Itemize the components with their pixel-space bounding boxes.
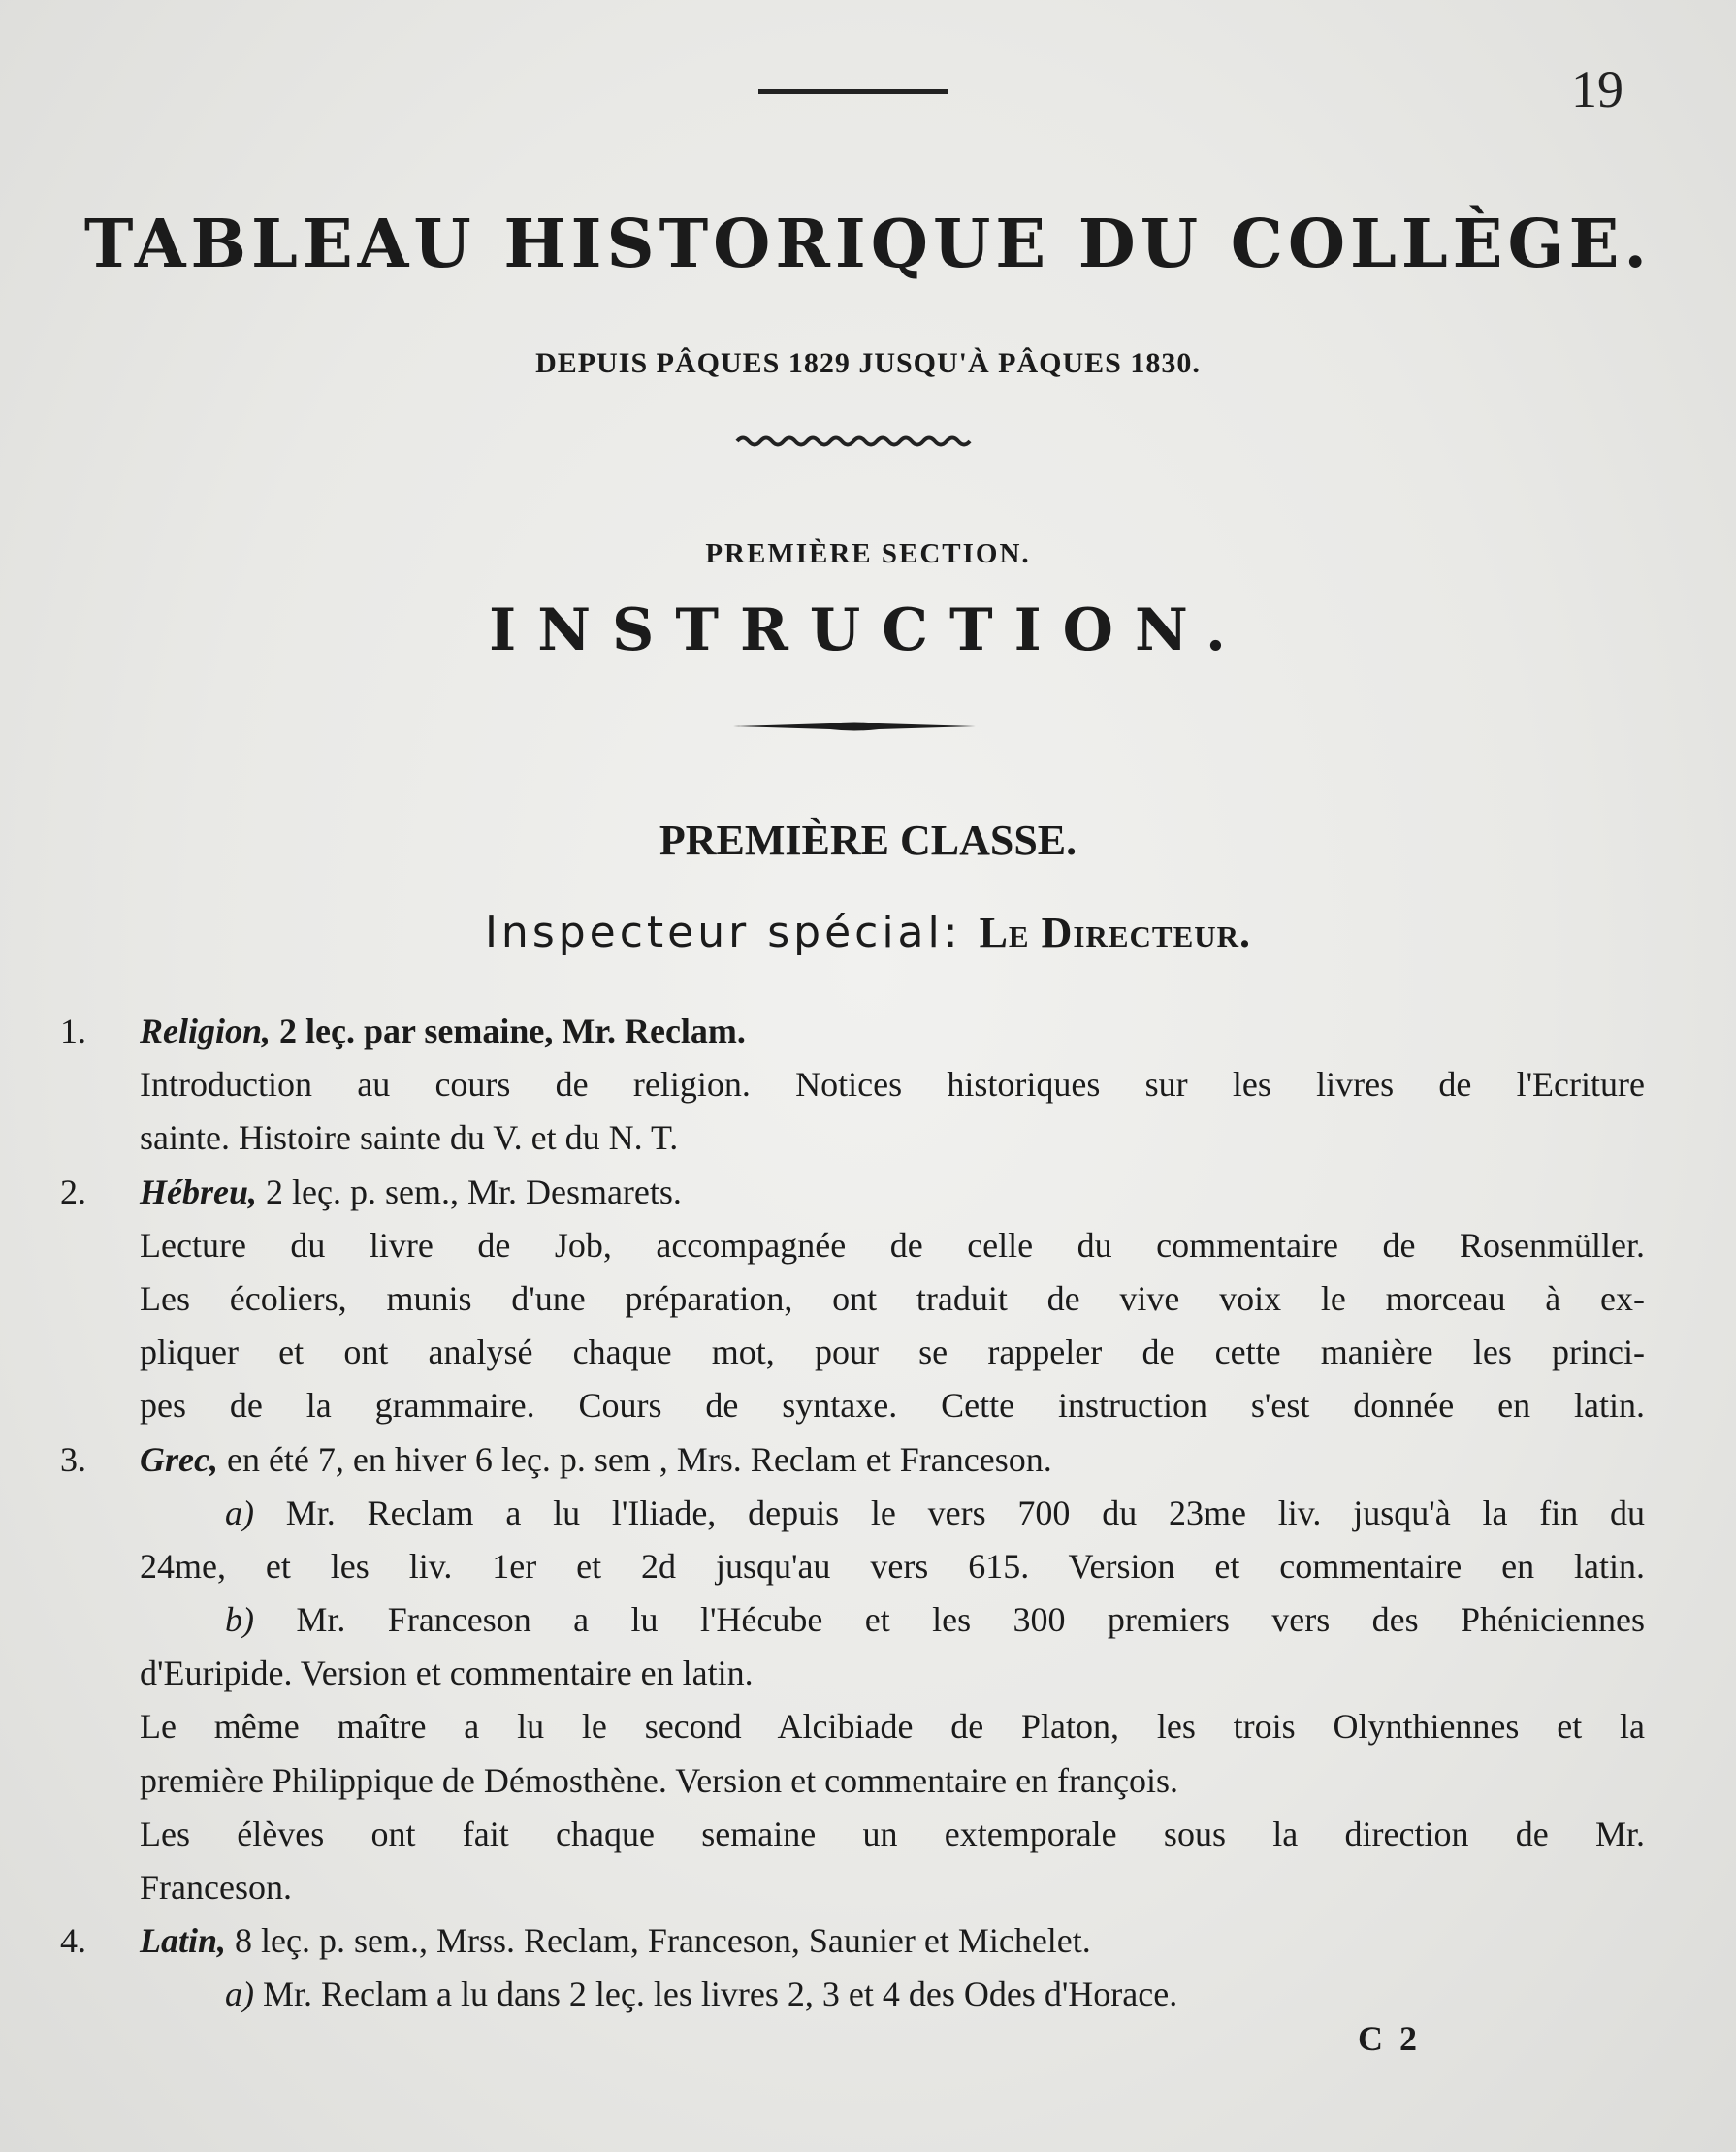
text-line — [60, 1593, 1645, 1647]
list-item-header — [60, 1005, 1645, 1058]
inspector-line — [0, 907, 1736, 959]
para-text: Mr. Reclam a lu l'Iliade, depuis le vers 700 du 23me liv. jusqu'à la fin du — [254, 1493, 1645, 1532]
tapered-divider — [733, 720, 976, 733]
list-item-header — [60, 1166, 1645, 1219]
text-line: Le même maître a lu le second Alcibiade de Platon, les trois Olynthiennes et la — [140, 1707, 1645, 1747]
para-text: Mr. Reclam a lu dans 2 leç. les livres 2, 3 et 4 des Odes d'Horace. — [254, 1975, 1178, 2014]
text-line: pliquer et ont analysé chaque mot, pour se rappeler de cette manière les princi- — [140, 1333, 1645, 1372]
page-number: 19 — [1571, 60, 1623, 118]
wavy-ornament — [735, 434, 972, 448]
item-number: 2. — [60, 1172, 86, 1211]
text-line: Les élèves ont fait chaque semaine un extemporale sous la direction de Mr. — [140, 1814, 1645, 1853]
item-subject: Religion, — [140, 1012, 272, 1050]
item-subject: Latin, — [140, 1921, 227, 1961]
text-line: sainte. Histoire sainte du V. et du N. T. — [140, 1118, 679, 1158]
text-line: première Philippique de Démosthène. Version et commentaire en françois. — [140, 1760, 1178, 1800]
text-line: Franceson. — [140, 1868, 292, 1907]
para-label: b) — [225, 1600, 254, 1640]
text-line — [60, 1968, 1645, 2021]
text-line: Les écoliers, munis d'une préparation, ont traduit de vive voix le morceau à ex- — [140, 1278, 1645, 1318]
item-number: 3. — [60, 1439, 86, 1479]
text-line: Lecture du livre de Job, accompagnée de celle du commentaire de Rosenmüller. — [140, 1225, 1645, 1265]
para-text: Mr. Franceson a lu l'Hécube et les 300 premiers vers des Phéniciennes — [254, 1600, 1645, 1640]
para-label: a) — [225, 1975, 254, 2014]
section-label: PREMIÈRE SECTION. — [705, 538, 1031, 569]
item-subject: Hébreu, — [140, 1172, 257, 1211]
text-line: d'Euripide. Version et commentaire en latin. — [140, 1654, 754, 1693]
page-subtitle: DEPUIS PÂQUES 1829 JUSQU'À PÂQUES 1830. — [535, 347, 1201, 379]
item-header-text: en été 7, en hiver 6 leç. p. sem , Mrs. Reclam et Franceson. — [217, 1439, 1052, 1479]
item-subject: Grec, — [140, 1439, 218, 1479]
body-text — [60, 1005, 1645, 2022]
list-item-header — [60, 1433, 1645, 1487]
top-rule — [758, 89, 948, 94]
text-line — [60, 1487, 1645, 1540]
item-header-text: 2 leç. par semaine, Mr. Reclam. — [271, 1012, 746, 1050]
list-item-header — [60, 1914, 1645, 1968]
page-title: TABLEAU HISTORIQUE DU COLLÈGE. — [83, 206, 1653, 283]
class-title: PREMIÈRE CLASSE. — [659, 817, 1077, 864]
section-title: INSTRUCTION. — [489, 596, 1247, 664]
signature-mark: C 2 — [1358, 2019, 1421, 2058]
item-header-text: 8 leç. p. sem., Mrss. Reclam, Franceson, Saunier et Michelet. — [226, 1921, 1091, 1961]
text-line: pes de la grammaire. Cours de syntaxe. Cette instruction s'est donnée en latin. — [140, 1386, 1645, 1426]
inspector-value: Le Directeur. — [979, 909, 1252, 956]
item-header-text: 2 leç. p. sem., Mr. Desmarets. — [257, 1172, 682, 1211]
item-number: 4. — [60, 1921, 86, 1961]
para-label: a) — [225, 1493, 254, 1532]
text-line: 24me, et les liv. 1er et 2d jusqu'au vers 615. Version et commentaire en latin. — [140, 1546, 1645, 1586]
text-line: Introduction au cours de religion. Notices historiques sur les livres de l'Ecriture — [140, 1065, 1645, 1105]
inspector-label: Inspecteur spécial: — [484, 908, 962, 957]
item-number: 1. — [60, 1012, 86, 1050]
